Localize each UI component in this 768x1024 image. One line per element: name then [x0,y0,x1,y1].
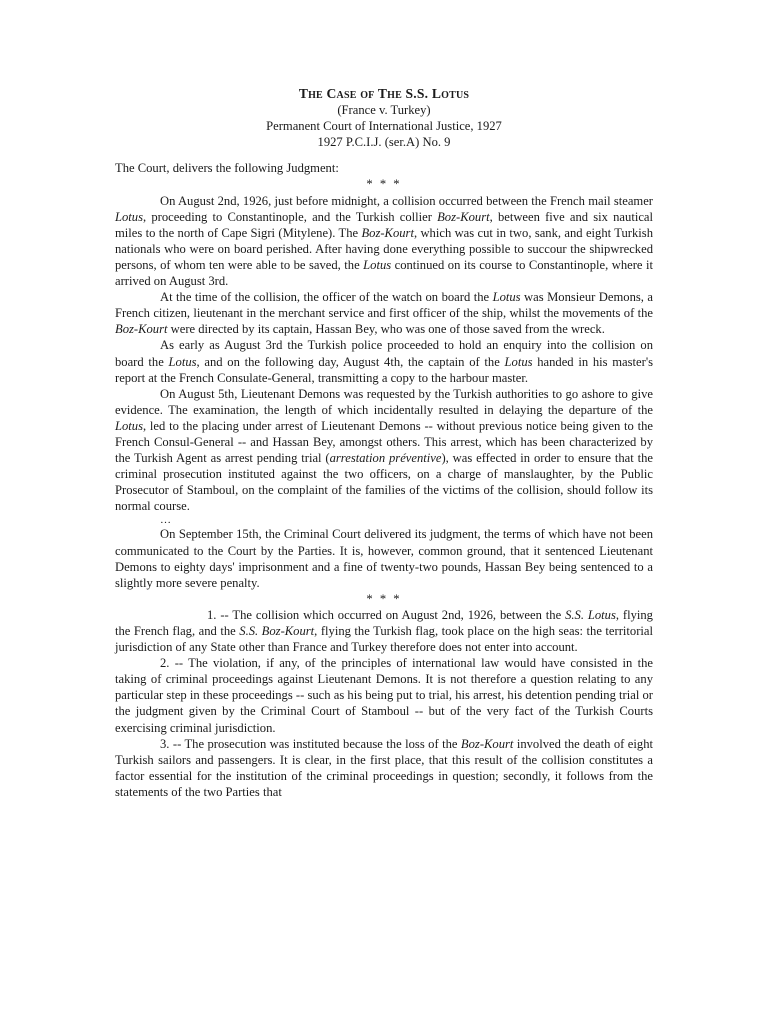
ship-name: Boz-Kourt [460,736,514,751]
paragraph-enquiry [115,337,653,385]
text-run: ), was effected in order to ensure that the criminal prosecution instituted against the two officers, on a charge of manslaughter, by the Public Prosecutor of Stamboul, on the complaint of the families of the victims of the collision, should follow its normal course. [115,451,653,514]
ship-name: S.S. Boz-Kourt [239,624,315,638]
text-run: handed in his master's report at the French Consulate-General, transmitting a copy to the harbour master. [115,354,653,385]
text-run: 3. -- The prosecution was instituted because the loss of the [160,736,461,751]
text-run: On August 2nd, 1926, just before midnight, a collision occurred between the French mail steamer [160,193,653,208]
section-separator: * * * [366,177,402,192]
text-run: were directed by its captain, Hassan Bey, who was one of those saved from the wreck. [167,322,605,337]
text-run: At the time of the collision, the officer of the watch on board the [160,290,493,305]
paragraph-arrest [115,386,653,515]
paragraph-officers [115,289,653,337]
text-run: , proceeding to Constantinople, and the Turkish collier [143,209,438,224]
text-run: 1. -- The collision which occurred on August 2nd, 1926, between the [207,607,566,622]
text-run: As early as August 3rd the Turkish police proceeded to hold an enquiry into the collision on board the [115,338,653,369]
paragraph-judgment: On September 15th, the Criminal Court delivered its judgment, the terms of which have not been communicated to the Court by the Parties. It is, however, common ground, that it sentenced Lieutenant Demons to eighty days' imprisonment and a fine of twenty-two pounds, Hassan Bey being sentenced to a slightly more severe penalty. [115,527,653,590]
ship-name: Lotus [492,290,521,305]
ship-name: Lotus [504,354,533,369]
court-name: Permanent Court of International Justice, 1927 [266,119,502,134]
text-run: , flying the French flag, and the [115,607,653,638]
document-title: The Case of The S.S. Lotus [298,86,470,101]
text-run: , between five and six nautical miles to the north of Cape Sigri (Mitylene). The [115,209,653,240]
spacer [115,150,653,160]
ship-name: Boz-Kourt [361,225,414,240]
case-citation: 1927 P.C.I.J. (ser.A) No. 9 [317,135,451,150]
section-separator: * * * [366,591,402,606]
paragraph-point-3 [115,736,653,800]
text-run: involved the death of eight Turkish sailors and passengers. It is clear, in the first place, that this result of the collision constitutes a factor essential for the institution of the criminal proceedings in question; secondly, it follows from the statements of the two Parties that [115,736,653,799]
text-run: On August 5th, Lieutenant Demons was requested by the Turkish authorities to go ashore to give evidence. The examination, the length of which incidentally resulted in delaying the departure of the [115,386,653,417]
text-run: , flying the Turkish flag, took place on the high seas: the territorial jurisdiction of any State other than France and Turkey therefore does not enter into account. [115,624,653,655]
ship-name: Lotus [168,354,197,369]
ship-name: Boz-Kourt [437,209,490,224]
text-run: , and on the following day, August 4th, the captain of the [196,354,505,369]
paragraph-point-2: 2. -- The violation, if any, of the principles of international law would have consisted in the taking of criminal proceedings against Lieutenant Demons. It is not therefore a question relating to any particular step in these proceedings -- such as his being put to trial, his arrest, his detention pending trial or the judgment given by the Criminal Court of Stamboul -- but of the very fact of the Turkish Courts exercising criminal jurisdiction. [115,656,653,735]
legal-term: arrestation préventive [329,451,442,466]
ship-name: S.S. [565,607,584,622]
document-page [115,86,653,800]
text-run: , which was cut in two, sank, and eight Turkish nationals who were on board perished. After having done everything possible to succour the shipwrecked persons, of whom ten were able to be saved, the [115,225,653,272]
text-run: continued on its course to Constantinople, where it arrived on August 3rd. [115,257,653,289]
omission-marker: … [160,514,171,527]
ship-name: Lotus [115,209,143,224]
ship-name: Lotus [583,607,616,622]
case-parties: (France v. Turkey) [337,103,431,118]
paragraph-point-1 [115,607,653,655]
paragraph-collision [115,193,653,290]
ship-name: Boz-Kourt [115,322,168,337]
intro-line: The Court, delivers the following Judgment: [115,161,339,176]
ship-name: Lotus [363,257,392,272]
text-run: was Monsieur Demons, a French citizen, lieutenant in the merchant service and first officer of the ship, whilst the movements of the [115,290,653,321]
ship-name: Lotus [115,418,143,433]
text-run: , led to the placing under arrest of Lieutenant Demons -- without previous notice being given to the French Consul-General -- and Hassan Bey, amongst others. This arrest, which has been characterized by the Turkish Agent as arrest pending trial ( [115,418,653,466]
